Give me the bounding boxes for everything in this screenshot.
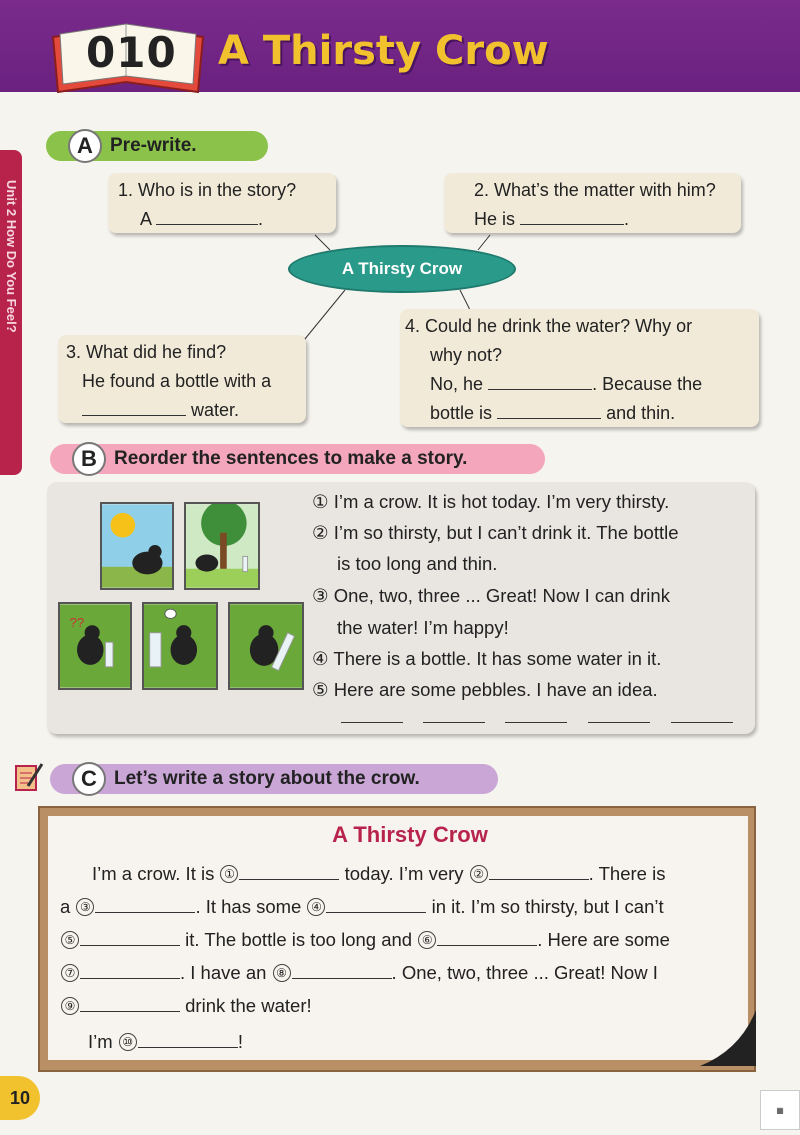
crow-bottle-picture [142,602,218,690]
q3-line2: He found a bottle with a [82,371,272,391]
story-line-2 [60,895,664,918]
svg-text:??: ?? [69,615,85,631]
section-c-header [50,764,498,794]
page-number: 10 [0,1076,40,1120]
section-b-heading: Reorder the sentences to make a story. [114,448,468,469]
story-line-3 [60,928,670,951]
story-line-6 [88,1030,243,1053]
order-blank-1[interactable] [341,722,403,723]
blank-number-6: ⑥ [418,931,436,949]
blank-number-3: ③ [76,898,94,916]
story-l1a: I’m a crow. It is [92,863,215,884]
q4-l4b: and thin. [606,403,676,423]
crow-tree-picture [184,502,260,590]
blank-number-10: ⑩ [119,1033,137,1051]
story-blank-10[interactable] [138,1030,238,1048]
story-l4b: . I have an [180,962,267,983]
order-blank-5[interactable] [671,722,733,723]
blank-number-4: ④ [307,898,325,916]
crow-thinking-picture [58,602,132,690]
q1-suffix: . [258,209,264,229]
mindmap-center-bubble: A Thirsty Crow [288,245,516,293]
section-c-letter: C [72,762,106,796]
question-1-text: 1. Who is in the story? [118,180,297,200]
page-title: A Thirsty Crow [218,28,549,74]
section-b-header [50,444,545,474]
q4-answer-blank-1[interactable] [488,372,592,390]
q2-answer-blank[interactable] [520,207,624,225]
page-curl-decoration [700,1010,756,1066]
writing-icon [14,762,44,794]
blank-number-1: ① [220,865,238,883]
story-l2b: . It has some [195,896,302,917]
q3-answer-blank[interactable] [82,398,186,416]
q2-prefix: He is [474,209,516,229]
sentence-1: ① I’m a crow. It is hot today. I’m very thirsty. [312,491,670,512]
q4-l4a: bottle is [430,403,493,423]
story-blank-4[interactable] [326,895,426,913]
blank-number-5: ⑤ [61,931,79,949]
story-l6b: ! [237,1031,243,1052]
story-blank-9[interactable] [80,994,180,1012]
story-blank-3[interactable] [95,895,195,913]
question-4-text-2: why not? [430,345,503,365]
q1-answer-blank[interactable] [156,207,258,225]
order-blank-2[interactable] [423,722,485,723]
sentence-2-cont: is too long and thin. [337,553,498,574]
story-l4c: . One, two, three ... Great! Now I [391,962,658,983]
story-l3b: it. The bottle is too long and [185,929,413,950]
q2-suffix: . [624,209,630,229]
story-blank-7[interactable] [80,961,180,979]
question-4-box [400,309,759,427]
story-blank-5[interactable] [80,928,180,946]
sentence-3-cont: the water! I’m happy! [337,617,509,638]
blank-number-8: ⑧ [273,964,291,982]
question-2-box [444,173,741,233]
section-a-letter: A [68,129,102,163]
story-line-1 [92,862,665,885]
story-l2c: in it. I’m so thirsty, but I can’t [431,896,664,917]
story-l6a: I’m [88,1031,113,1052]
story-blank-1[interactable] [239,862,339,880]
order-blank-4[interactable] [588,722,650,723]
sentence-4: ④ There is a bottle. It has some water in it. [312,648,662,669]
section-c-heading: Let’s write a story about the crow. [114,768,420,789]
sentence-2: ② I’m so thirsty, but I can’t drink it. The bottle [312,522,679,543]
story-line-4 [60,961,658,984]
q4-answer-blank-2[interactable] [497,401,601,419]
story-l1b: today. I’m very [344,863,464,884]
story-blank-2[interactable] [489,862,589,880]
blank-number-2: ② [470,865,488,883]
story-line-5 [60,994,312,1017]
story-l1c: . There is [588,863,666,884]
q4-l3a: No, he [430,374,484,394]
story-blank-6[interactable] [437,928,537,946]
question-4-text: 4. Could he drink the water? Why or [405,316,693,336]
unit-tab-label: Unit 2 How Do You Feel? [4,180,19,333]
sentence-3: ③ One, two, three ... Great! Now I can drink [312,585,670,606]
section-b-letter: B [72,442,106,476]
story-l3c: . Here are some [537,929,670,950]
story-l2a: a [60,896,71,917]
question-1-box [108,173,336,233]
sentence-5: ⑤ Here are some pebbles. I have an idea. [312,679,658,700]
qr-code-icon: ▦ [760,1090,800,1130]
question-3-text: 3. What did he find? [66,342,227,362]
crow-sun-picture [100,502,174,590]
q3-suffix: water. [191,400,240,420]
section-a-heading: Pre-write. [110,135,197,156]
question-2-text: 2. What’s the matter with him? [474,180,716,200]
question-3-box [58,335,306,423]
q4-l3b: . Because the [592,374,703,394]
blank-number-9: ⑨ [61,997,79,1015]
story-l5b: drink the water! [185,995,312,1016]
crow-pebbles-picture [228,602,304,690]
story-blank-8[interactable] [292,961,392,979]
lesson-number: 010 [86,28,177,77]
q1-prefix: A [140,209,152,229]
story-title: A Thirsty Crow [332,822,488,847]
blank-number-7: ⑦ [61,964,79,982]
order-blank-3[interactable] [505,722,567,723]
